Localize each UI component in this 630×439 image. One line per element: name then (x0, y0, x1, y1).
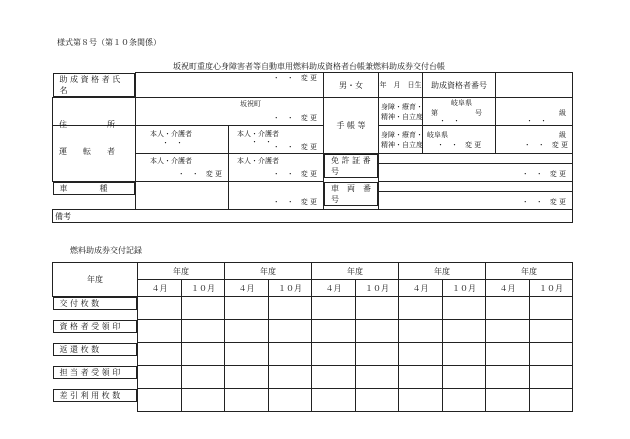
cell[interactable] (138, 297, 182, 320)
techo-types-1[interactable]: 身障・療育・ 精神・自立度 (379, 98, 423, 126)
number-label: 助成資格者番号 (423, 73, 496, 98)
form-number: 様式第８号（第１０条関係） (57, 38, 161, 47)
license-cell[interactable]: ・ ・ 変 更 (379, 154, 573, 182)
techo-number-1[interactable]: 岐阜県 第 号 ・ ・ (423, 98, 496, 126)
year-2[interactable]: 年度 (225, 263, 312, 280)
cell[interactable] (399, 297, 443, 320)
driver-label: 運 転 者 (53, 126, 136, 182)
cell[interactable] (399, 343, 443, 366)
name-label: 助 成 資 格 者 氏 名 (53, 73, 136, 97)
techo-grade-1[interactable]: 級 ・ ・ (496, 98, 573, 126)
techo-types-2[interactable]: 身障・療育・ 精神・自立度 (379, 126, 423, 154)
cell[interactable] (269, 297, 312, 320)
cell[interactable] (399, 366, 443, 389)
plate-cell[interactable]: ・ ・ 変 更 (379, 182, 573, 210)
cell[interactable] (486, 389, 530, 412)
cell[interactable] (356, 389, 399, 412)
cell[interactable] (312, 320, 356, 343)
cell[interactable] (138, 343, 182, 366)
cell[interactable] (182, 366, 225, 389)
page-title: 坂祝町重度心身障害者等自動車用燃料助成資格者台帳兼燃料助成券交付台帳 (173, 62, 445, 71)
cell[interactable] (182, 343, 225, 366)
cell[interactable] (486, 297, 530, 320)
cell[interactable] (399, 320, 443, 343)
table-row (53, 389, 573, 412)
cell[interactable] (138, 366, 182, 389)
driver-2a[interactable]: 本人・介護者 ・ ・ 変 更 (136, 154, 229, 182)
cell[interactable] (443, 297, 486, 320)
techo-grade-2[interactable]: 級 ・ ・ 変 更 (496, 126, 573, 154)
month-apr: ４月 (312, 280, 356, 297)
cell[interactable] (356, 343, 399, 366)
month-apr: ４月 (225, 280, 269, 297)
ticket-section-title: 燃料助成券交付記録 (70, 246, 142, 255)
address-cell[interactable]: 坂祝町 ・ ・ 変 更 (136, 98, 324, 126)
vehicle-label: 車 種 (53, 182, 136, 195)
cell[interactable] (356, 366, 399, 389)
cell[interactable] (530, 320, 573, 343)
month-oct: １０月 (182, 280, 225, 297)
table-row (53, 320, 573, 343)
cell[interactable] (182, 389, 225, 412)
cell[interactable] (443, 320, 486, 343)
table-row (53, 343, 573, 366)
cell[interactable] (225, 320, 269, 343)
birth-cell[interactable]: 年 月 日生 (379, 73, 423, 98)
register-table (52, 72, 573, 223)
row-label-net-used: 差 引 利 用 枚 数 (53, 389, 138, 402)
cell[interactable] (530, 297, 573, 320)
year-4[interactable]: 年度 (399, 263, 486, 280)
row-label-issued: 交 付 枚 数 (53, 297, 138, 310)
number-value[interactable] (496, 73, 573, 98)
techo-label: 手 帳 等 (324, 98, 379, 154)
plate-label: 車 両 番 号 (324, 182, 378, 206)
cell[interactable] (312, 366, 356, 389)
cell[interactable] (312, 343, 356, 366)
cell[interactable] (138, 389, 182, 412)
remarks-cell[interactable]: 備考 (53, 210, 573, 223)
cell[interactable] (443, 389, 486, 412)
cell[interactable] (182, 320, 225, 343)
cell[interactable] (269, 320, 312, 343)
month-apr: ４月 (486, 280, 530, 297)
cell[interactable] (225, 389, 269, 412)
cell[interactable] (486, 366, 530, 389)
ticket-table (52, 262, 573, 412)
name-cell[interactable]: ・ ・ 変 更 (136, 73, 324, 98)
row-label-returned: 返 還 枚 数 (53, 343, 138, 356)
year-5[interactable]: 年度 (486, 263, 573, 280)
month-oct: １０月 (530, 280, 573, 297)
cell[interactable] (530, 366, 573, 389)
cell[interactable] (530, 389, 573, 412)
year-header: 年度 (53, 263, 138, 297)
month-oct: １０月 (443, 280, 486, 297)
cell[interactable] (399, 389, 443, 412)
cell[interactable] (530, 343, 573, 366)
driver-1b[interactable]: 本人・介護者 ・ ・ ・ ・ 変 更 (229, 126, 324, 154)
cell[interactable] (486, 320, 530, 343)
address-label: 住 所 (53, 98, 136, 126)
vehicle-cell-1[interactable] (136, 182, 229, 210)
cell[interactable] (225, 343, 269, 366)
driver-2b[interactable]: 本人・介護者 ・ ・ 変 更 (229, 154, 324, 182)
cell[interactable] (443, 366, 486, 389)
year-1[interactable]: 年度 (138, 263, 225, 280)
table-row (53, 366, 573, 389)
month-apr: ４月 (138, 280, 182, 297)
cell[interactable] (225, 366, 269, 389)
cell[interactable] (269, 366, 312, 389)
table-row (53, 297, 573, 320)
row-label-staff-seal: 担 当 者 受 領 印 (53, 366, 138, 379)
cell[interactable] (356, 297, 399, 320)
cell[interactable] (182, 297, 225, 320)
gender-cell[interactable]: 男・女 (324, 73, 379, 98)
cell[interactable] (138, 320, 182, 343)
license-label: 免 許 証 番 号 (324, 154, 378, 178)
month-oct: １０月 (356, 280, 399, 297)
cell[interactable] (312, 389, 356, 412)
cell[interactable] (443, 343, 486, 366)
driver-1a[interactable]: 本人・介護者 ・ ・ (136, 126, 229, 154)
techo-number-2[interactable]: 岐阜県 ・ ・ 変 更 (423, 126, 496, 154)
cell[interactable] (312, 297, 356, 320)
cell[interactable] (269, 343, 312, 366)
cell[interactable] (269, 389, 312, 412)
row-label-holder-seal: 資 格 者 受 領 印 (53, 320, 138, 333)
year-3[interactable]: 年度 (312, 263, 399, 280)
cell[interactable] (356, 320, 399, 343)
month-apr: ４月 (399, 280, 443, 297)
cell[interactable] (486, 343, 530, 366)
cell[interactable] (225, 297, 269, 320)
vehicle-cell-2[interactable]: ・ ・ 変 更 (229, 182, 324, 210)
month-oct: １０月 (269, 280, 312, 297)
